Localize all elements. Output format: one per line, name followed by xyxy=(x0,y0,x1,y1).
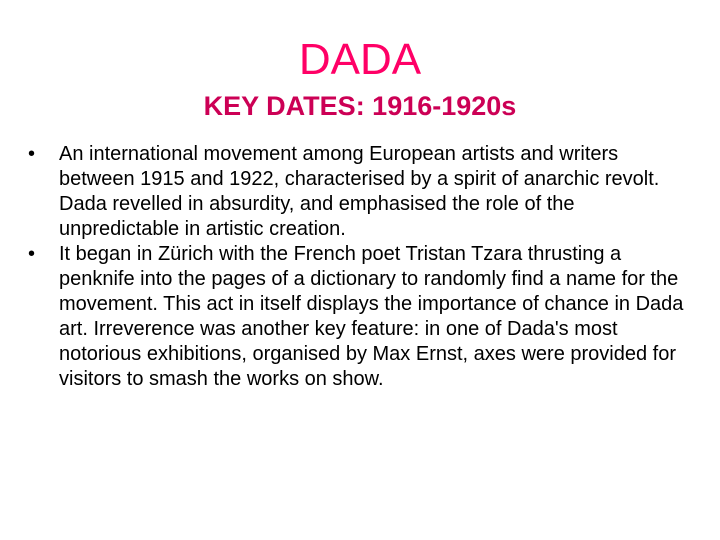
bullet-dot-icon: • xyxy=(28,243,36,265)
bullet-item xyxy=(28,242,698,392)
bullet-text: It began in Zürich with the French poet Tristan Tzara thrusting a penknife into the pages of a dictionary to randomly find a name for the movement. This act in itself displays the importance of chance in Dada art. Irreverence was another key feature: in one of Dada's most notorious exhibitions, organised by Max Ernst, axes were provided for visitors to smash the works on show. xyxy=(59,243,684,390)
bullet-item xyxy=(28,142,698,242)
slide-title: DADA xyxy=(298,35,422,84)
bullet-dot-icon: • xyxy=(28,143,36,165)
bullet-text: An international movement among European artists and writers between 1915 and 1922, characterised by a spirit of anarchic revolt. Dada revelled in absurdity, and emphasised the role of the unpredictable in artistic creation. xyxy=(59,143,660,240)
slide-subtitle: KEY DATES: 1916-1920s xyxy=(203,91,517,121)
bullet-list xyxy=(28,142,698,392)
